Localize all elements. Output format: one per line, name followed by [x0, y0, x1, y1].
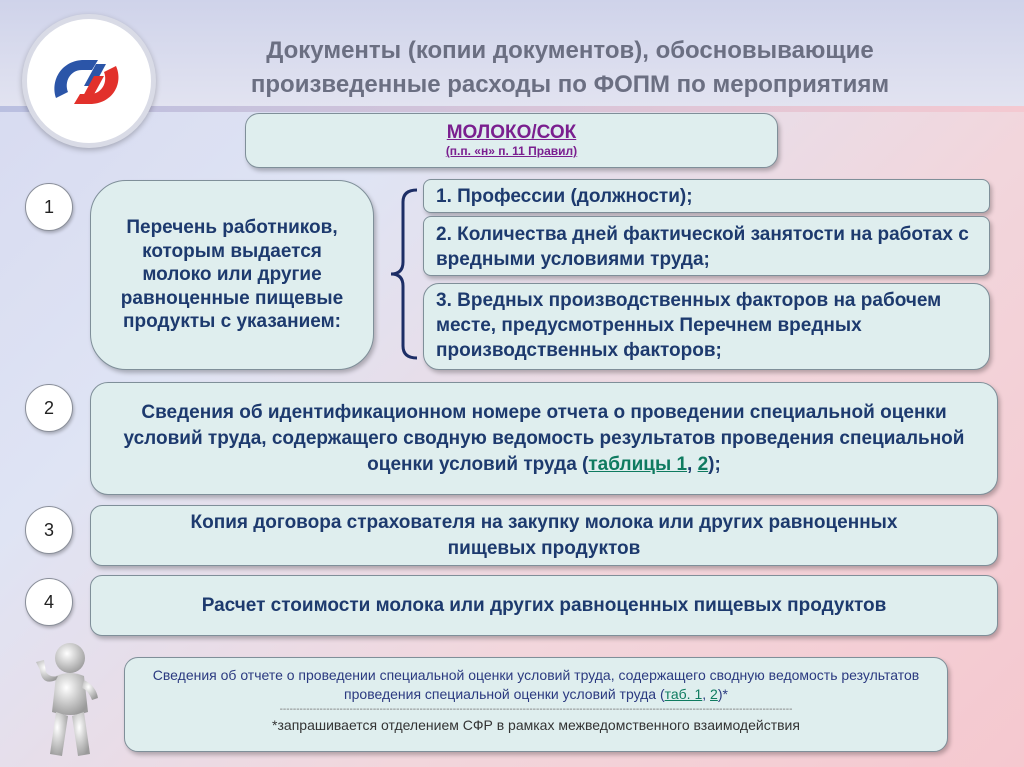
- item-2-separator: ,: [687, 453, 698, 475]
- page-title: [160, 34, 980, 102]
- item-2-text-before: Сведения об идентификационном номере отчета о проведении специальной оценки условий труда, содержащего сводную ведомость результатов проведения специальной оценки условий труда (: [123, 401, 965, 475]
- subitem-1-2-text: 2. Количества дней фактической занятости на работах с вредными условиями труда;: [436, 224, 969, 270]
- title-line-1: Документы (копии документов), обосновывающие: [266, 37, 874, 64]
- item-3-text: Копия договора страхователя на закупку молока или других равноценных пищевых продуктов: [190, 511, 898, 559]
- footer-table-2-link[interactable]: 2: [710, 686, 718, 702]
- category-reference: (п.п. «н» п. 11 Правил): [445, 144, 578, 158]
- category-header-box: [245, 113, 778, 168]
- subitem-1-1-text: 1. Профессии (должности);: [436, 186, 693, 207]
- curly-brace-icon: [385, 188, 421, 360]
- footer-text-before: Сведения об отчете о проведении специальной оценки условий труда, содержащего сводную ведомость результатов проведения специальной оценки условий труда (: [152, 667, 920, 702]
- table-2-link[interactable]: 2: [697, 453, 709, 475]
- footer-note-box: [124, 657, 948, 752]
- footer-divider: ----------------------------------------------------------------------------------------------------------------------------------------------------------: [279, 704, 793, 715]
- subitem-1-1: [423, 179, 990, 213]
- footer-separator: ,: [702, 686, 711, 702]
- subitem-1-2: [423, 216, 990, 276]
- item-2-text-after: );: [708, 453, 721, 475]
- item-3-box: [90, 505, 998, 566]
- footer-footnote: *запрашивается отделением СФР в рамках межведомственного взаимодействия: [272, 717, 800, 733]
- footer-table-1-link[interactable]: таб. 1: [664, 686, 703, 702]
- item-1-box: [90, 180, 374, 370]
- item-number-2: 2: [25, 384, 73, 432]
- footer-text-after: )*: [717, 686, 728, 702]
- item-2-box: [90, 382, 998, 495]
- person-thumbs-up-icon: [34, 640, 106, 762]
- subitem-1-3-text: 3. Вредных производственных факторов на рабочем месте, предусмотренных Перечнем вредных производственных факторов;: [436, 290, 942, 361]
- item-number-4: 4: [25, 578, 73, 626]
- item-1-text: Перечень работников, которым выдается молоко или другие равноценные пищевые продукты с указанием:: [120, 217, 344, 333]
- subitem-1-3: [423, 283, 990, 370]
- table-1-link[interactable]: таблицы 1: [588, 453, 688, 475]
- sfr-logo: [22, 14, 156, 148]
- category-title: МОЛОКО/СОК: [446, 122, 577, 143]
- item-number-1: 1: [25, 183, 73, 231]
- sfr-logo-icon: [44, 46, 134, 116]
- title-line-2: произведенные расходы по ФОПМ по мероприятиям: [250, 71, 890, 98]
- footer-text: [125, 666, 947, 704]
- item-2-text: [91, 400, 997, 478]
- item-number-3: 3: [25, 506, 73, 554]
- item-4-text: Расчет стоимости молока или других равноценных пищевых продуктов: [201, 594, 887, 616]
- item-4-box: [90, 575, 998, 636]
